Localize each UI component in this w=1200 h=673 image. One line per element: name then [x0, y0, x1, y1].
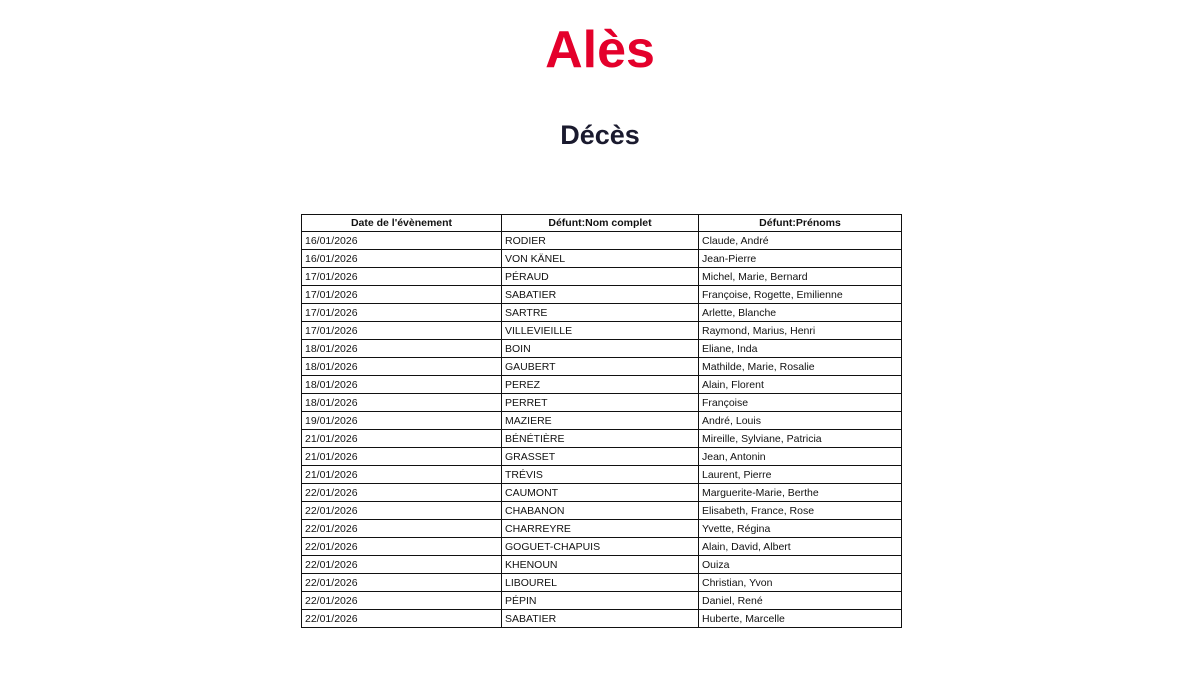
- column-header: Date de l'évènement: [302, 215, 502, 232]
- records-table-container: [301, 214, 901, 628]
- table-row: [302, 376, 902, 394]
- cell-last-name: CHARREYRE: [502, 520, 699, 538]
- cell-first-names: Alain, David, Albert: [699, 538, 902, 556]
- cell-event-date: 22/01/2026: [302, 538, 502, 556]
- cell-first-names: Françoise: [699, 394, 902, 412]
- table-row: [302, 466, 902, 484]
- cell-event-date: 17/01/2026: [302, 304, 502, 322]
- table-row: [302, 610, 902, 628]
- cell-event-date: 22/01/2026: [302, 556, 502, 574]
- table-row: [302, 232, 902, 250]
- table-row: [302, 268, 902, 286]
- cell-first-names: Claude, André: [699, 232, 902, 250]
- cell-event-date: 16/01/2026: [302, 232, 502, 250]
- table-row: [302, 592, 902, 610]
- table-header: [302, 215, 902, 232]
- cell-first-names: Raymond, Marius, Henri: [699, 322, 902, 340]
- cell-event-date: 18/01/2026: [302, 376, 502, 394]
- cell-last-name: PÉRAUD: [502, 268, 699, 286]
- cell-event-date: 19/01/2026: [302, 412, 502, 430]
- cell-event-date: 17/01/2026: [302, 268, 502, 286]
- cell-event-date: 18/01/2026: [302, 340, 502, 358]
- table-row: [302, 502, 902, 520]
- cell-event-date: 22/01/2026: [302, 574, 502, 592]
- cell-last-name: SABATIER: [502, 286, 699, 304]
- cell-first-names: Jean-Pierre: [699, 250, 902, 268]
- cell-last-name: GOGUET-CHAPUIS: [502, 538, 699, 556]
- cell-first-names: Elisabeth, France, Rose: [699, 502, 902, 520]
- cell-event-date: 16/01/2026: [302, 250, 502, 268]
- table-row: [302, 484, 902, 502]
- cell-event-date: 21/01/2026: [302, 430, 502, 448]
- column-header: Défunt:Nom complet: [502, 215, 699, 232]
- table-row: [302, 556, 902, 574]
- cell-last-name: SABATIER: [502, 610, 699, 628]
- cell-event-date: 22/01/2026: [302, 520, 502, 538]
- table-header-row: [302, 215, 902, 232]
- table-row: [302, 538, 902, 556]
- cell-first-names: Christian, Yvon: [699, 574, 902, 592]
- cell-first-names: Arlette, Blanche: [699, 304, 902, 322]
- cell-event-date: 21/01/2026: [302, 466, 502, 484]
- cell-event-date: 22/01/2026: [302, 610, 502, 628]
- table-row: [302, 430, 902, 448]
- cell-first-names: Alain, Florent: [699, 376, 902, 394]
- cell-event-date: 18/01/2026: [302, 394, 502, 412]
- cell-first-names: André, Louis: [699, 412, 902, 430]
- cell-last-name: CAUMONT: [502, 484, 699, 502]
- cell-last-name: SARTRE: [502, 304, 699, 322]
- cell-last-name: RODIER: [502, 232, 699, 250]
- page-title: Alès: [545, 21, 655, 79]
- cell-first-names: Mireille, Sylviane, Patricia: [699, 430, 902, 448]
- cell-first-names: Eliane, Inda: [699, 340, 902, 358]
- cell-last-name: GAUBERT: [502, 358, 699, 376]
- cell-last-name: GRASSET: [502, 448, 699, 466]
- cell-event-date: 22/01/2026: [302, 502, 502, 520]
- cell-last-name: PERRET: [502, 394, 699, 412]
- table-row: [302, 358, 902, 376]
- column-header: Défunt:Prénoms: [699, 215, 902, 232]
- table-row: [302, 286, 902, 304]
- cell-last-name: MAZIERE: [502, 412, 699, 430]
- cell-last-name: VILLEVIEILLE: [502, 322, 699, 340]
- cell-event-date: 17/01/2026: [302, 286, 502, 304]
- table-row: [302, 322, 902, 340]
- cell-first-names: Huberte, Marcelle: [699, 610, 902, 628]
- cell-last-name: KHENOUN: [502, 556, 699, 574]
- table-row: [302, 394, 902, 412]
- cell-last-name: LIBOUREL: [502, 574, 699, 592]
- cell-first-names: Ouiza: [699, 556, 902, 574]
- cell-first-names: Françoise, Rogette, Emilienne: [699, 286, 902, 304]
- cell-last-name: PEREZ: [502, 376, 699, 394]
- cell-last-name: TRÉVIS: [502, 466, 699, 484]
- cell-event-date: 18/01/2026: [302, 358, 502, 376]
- table-row: [302, 412, 902, 430]
- cell-last-name: PÉPIN: [502, 592, 699, 610]
- cell-first-names: Marguerite-Marie, Berthe: [699, 484, 902, 502]
- cell-first-names: Yvette, Régina: [699, 520, 902, 538]
- cell-event-date: 21/01/2026: [302, 448, 502, 466]
- table-row: [302, 574, 902, 592]
- cell-first-names: Mathilde, Marie, Rosalie: [699, 358, 902, 376]
- cell-first-names: Laurent, Pierre: [699, 466, 902, 484]
- cell-last-name: VON KÄNEL: [502, 250, 699, 268]
- cell-last-name: CHABANON: [502, 502, 699, 520]
- section-heading: Décès: [560, 120, 640, 150]
- cell-event-date: 17/01/2026: [302, 322, 502, 340]
- cell-first-names: Michel, Marie, Bernard: [699, 268, 902, 286]
- table-row: [302, 448, 902, 466]
- cell-first-names: Jean, Antonin: [699, 448, 902, 466]
- cell-event-date: 22/01/2026: [302, 592, 502, 610]
- cell-event-date: 22/01/2026: [302, 484, 502, 502]
- cell-first-names: Daniel, René: [699, 592, 902, 610]
- table-row: [302, 520, 902, 538]
- cell-last-name: BOIN: [502, 340, 699, 358]
- table-body: [302, 232, 902, 628]
- cell-last-name: BÉNÉTIÈRE: [502, 430, 699, 448]
- table-row: [302, 250, 902, 268]
- table-row: [302, 304, 902, 322]
- deaths-records-table: [301, 214, 902, 628]
- table-row: [302, 340, 902, 358]
